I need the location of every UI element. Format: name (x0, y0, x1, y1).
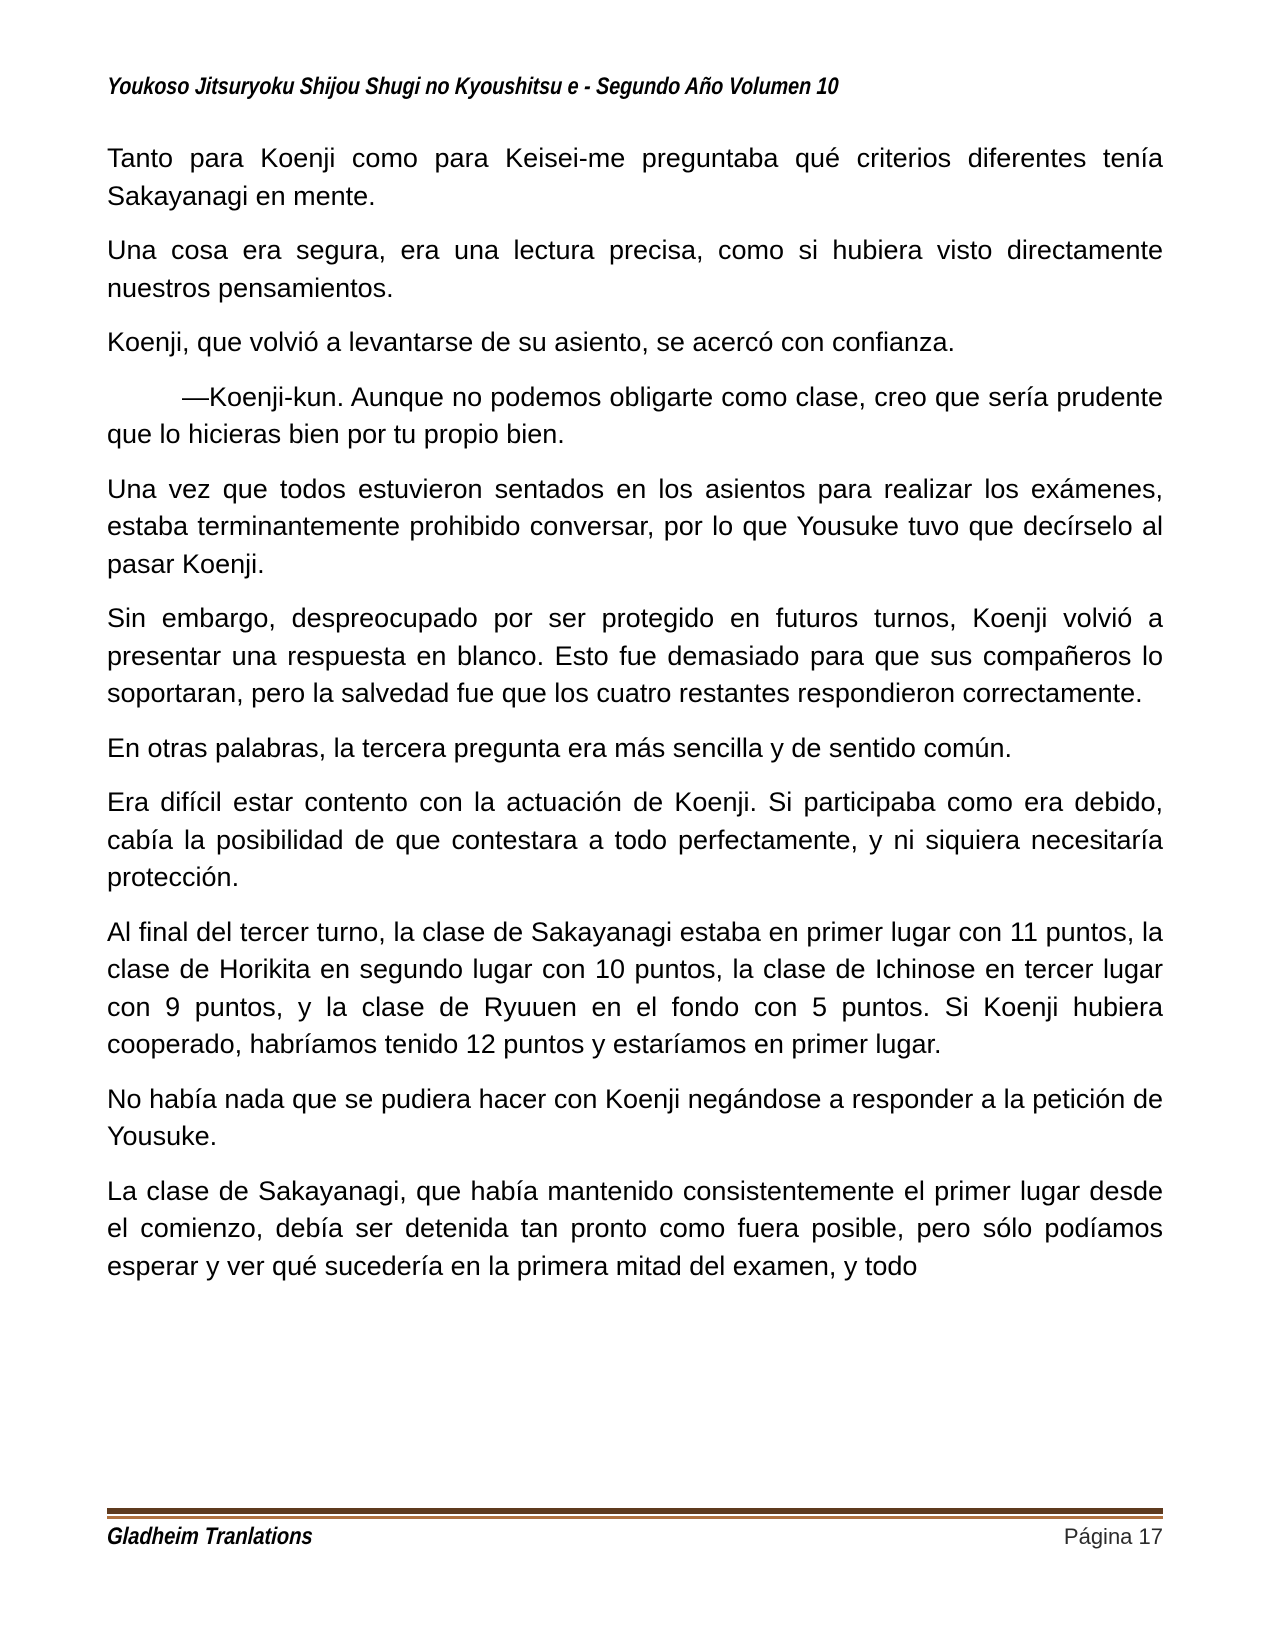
paragraph: La clase de Sakayanagi, que había mantenido consistentemente el primer lugar desde el comienzo, debía ser detenida tan pronto como fuera posible, pero sólo podíamos esperar y ver qué sucedería en la primera mitad del examen, y todo (107, 1175, 1163, 1281)
document-title: Youkoso Jitsuryoku Shijou Shugi no Kyoushitsu e - Segundo Año Volumen 10 (106, 73, 840, 100)
paragraph: No había nada que se pudiera hacer con Koenji negándose a responder a la petición de Yousuke. (107, 1083, 1163, 1151)
paragraph: Una vez que todos estuvieron sentados en los asientos para realizar los exámenes, estaba terminantemente prohibido conversar, por lo que Yousuke tuvo que decírselo al pasar Koenji. (107, 473, 1163, 579)
footer-rule-thin (107, 1516, 1163, 1519)
paragraph: Al final del tercer turno, la clase de Sakayanagi estaba en primer lugar con 11 puntos, la clase de Horikita en segundo lugar con 10 puntos, la clase de Ichinose en tercer lugar con 9 puntos, y la clase de Ryuuen en el fondo con 5 puntos. Si Koenji hubiera cooperado, habríamos tenido 12 puntos y estaríamos en primer lugar. (107, 916, 1163, 1059)
page-header (107, 72, 999, 102)
page-footer (107, 1508, 1163, 1550)
paragraph: En otras palabras, la tercera pregunta era más sencilla y de sentido común. (107, 732, 1012, 763)
paragraph: Era difícil estar contento con la actuación de Koenji. Si participaba como era debido, cabía la posibilidad de que contestara a todo perfectamente, y ni siquiera necesitaría protección. (107, 787, 1163, 892)
paragraph: Sin embargo, despreocupado por ser protegido en futuros turnos, Koenji volvió a presentar una respuesta en blanco. Esto fue demasiado para que sus compañeros lo soportaran, pero la salvedad fue que los cuatro restantes respondieron correctamente. (107, 603, 1163, 708)
paragraph-dialogue: —Koenji-kun. Aunque no podemos obligarte como clase, creo que sería prudente que lo hicieras bien por tu propio bien. (107, 381, 1163, 449)
translator-name: Gladheim Tranlations (106, 1523, 314, 1550)
paragraph: Koenji, que volvió a levantarse de su asiento, se acercó con confianza. (107, 327, 956, 357)
paragraph: Una cosa era segura, era una lectura precisa, como si hubiera visto directamente nuestros pensamientos. (107, 235, 1163, 303)
paragraph: Tanto para Koenji como para Keisei-me preguntaba qué criterios diferentes tenía Sakayanagi en mente. (107, 143, 1163, 211)
page-number: Página 17 (1063, 1524, 1163, 1549)
body-text (107, 140, 1163, 1302)
footer-row (107, 1524, 1163, 1550)
